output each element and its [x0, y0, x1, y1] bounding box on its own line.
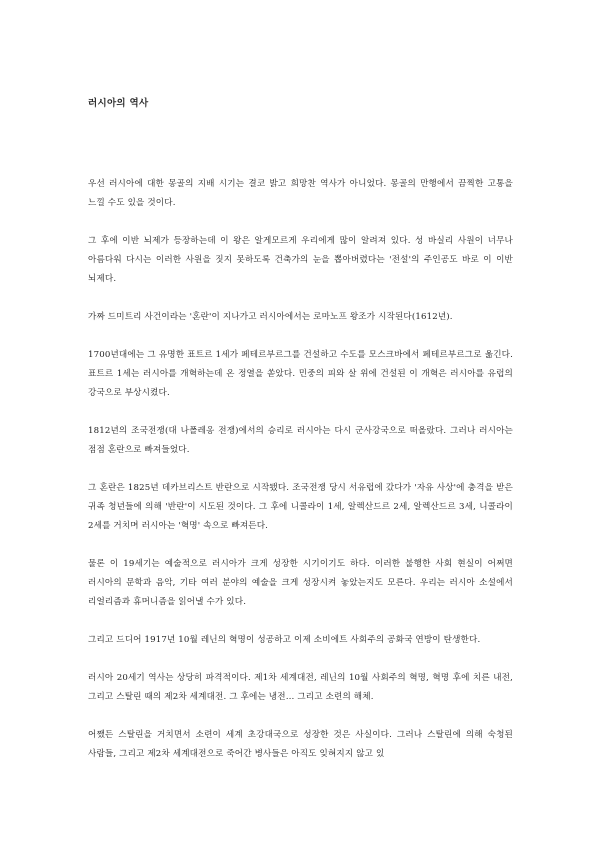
paragraph-4: 1700년대에는 그 유명한 표트르 1세가 페테르부르그를 건설하고 수도를 모스크바에서 페테르부르그로 옮긴다. 표트르 1세는 러시아를 개혁하는데 온 정열을 쏟았다. 민중의 피와 살 위에 건설된 이 개혁은 러시아를 유럽의 강국으로 부상시켰다.: [88, 350, 513, 398]
paragraph-5: 1812년의 조국전쟁(대 나폴레옹 전쟁)에서의 승리로 러시아는 다시 군사강국으로 떠올랐다. 그러나 러시아는 점점 혼란으로 빠져들었다.: [88, 426, 513, 455]
paragraph-9: 러시아 20세기 역사는 상당히 파격적이다. 제1차 세계대전, 레닌의 10월 사회주의 혁명, 혁명 후에 치른 내전, 그리고 스탈린 때의 제2차 세계대전. 그 후에는 냉전… 그리고 소련의 해체.: [88, 673, 513, 702]
paragraph-10: 어쨌든 스탈린을 거치면서 소련이 세계 초강대국으로 성장한 것은 사실이다. 그러나 스탈린에 의해 숙청된 사람들, 그리고 제2차 세계대전으로 죽어간 병사들은 아직도 잊혀지지 않고 있: [88, 730, 513, 759]
paragraph-7: 물론 이 19세기는 예술적으로 러시아가 크게 성장한 시기이기도 하다. 이러한 불행한 사회 현실이 어쩌면 러시아의 문학과 음악, 기타 여러 분야의 예술을 크게 성장시켜 놓았는지도 모른다. 우리는 러시아 소설에서 리얼리즘과 휴머니즘을 읽어낼 수가 있다.: [88, 559, 513, 607]
paragraph-2: 그 후에 이반 뇌제가 등장하는데 이 왕은 알게모르게 우리에게 많이 알려져 있다. 성 바실리 사원이 너무나 아름다워 다시는 이러한 사원을 짓지 못하도록 건축가의 눈을 뽑아버렸다는 '전설'의 주인공도 바로 이 이반 뇌제다.: [88, 236, 513, 284]
document-body: [88, 175, 513, 783]
document-title: 러시아의 역사: [88, 98, 149, 109]
paragraph-1: 우선 러시아에 대한 몽골의 지배 시기는 결코 밝고 희망찬 역사가 아니었다. 몽골의 만행에서 끔찍한 고통을 느낄 수도 있을 것이다.: [88, 179, 513, 208]
paragraph-8: 그리고 드디어 1917년 10월 레닌의 혁명이 성공하고 이제 소비에트 사회주의 공화국 연방이 탄생한다.: [88, 635, 481, 645]
paragraph-6: 그 혼란은 1825년 데카브리스트 반란으로 시작됐다. 조국전쟁 당시 서유럽에 갔다가 '자유 사상'에 충격을 받은 귀족 청년들에 의해 '반란'이 시도된 것이다. 그 후에 니콜라이 1세, 알렉산드르 2세, 알렉산드르 3세, 니콜라이 2세를 거치며 러시아는 '혁명' 속으로 빠져든다.: [88, 483, 513, 531]
paragraph-3: 가짜 드미트리 사건이라는 '혼란'이 지나가고 러시아에서는 로마노프 왕조가 시작된다(1612년).: [88, 312, 453, 322]
